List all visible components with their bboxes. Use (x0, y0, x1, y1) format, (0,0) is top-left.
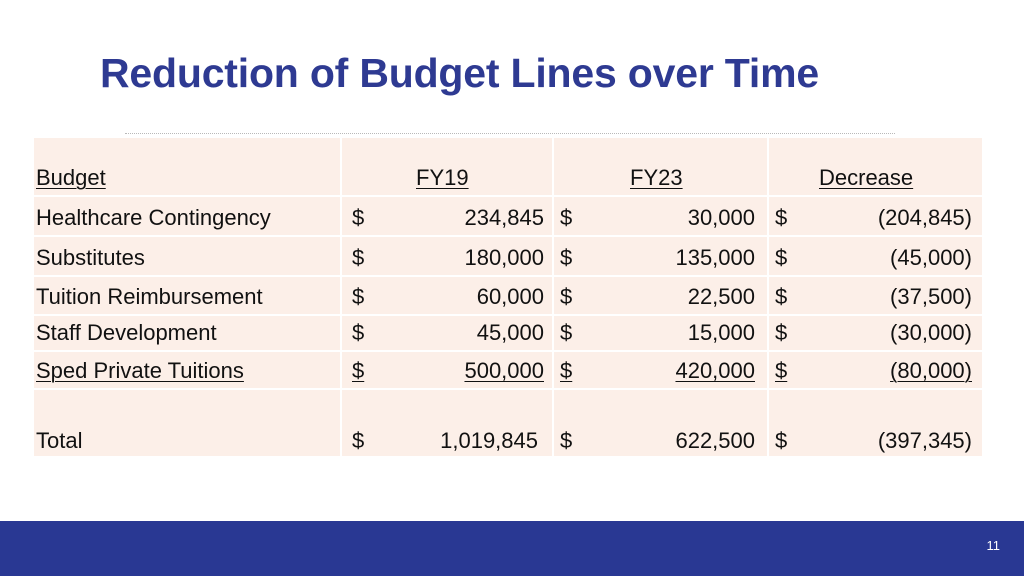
row-decrease-value: (204,845) (877, 205, 972, 230)
row-label: Staff Development (36, 320, 217, 345)
row-label: Sped Private Tuitions (36, 358, 244, 383)
header-cell-fy23 (554, 138, 767, 195)
slide-title: Reduction of Budget Lines over Time (100, 50, 819, 96)
row-fy23-cell (554, 352, 767, 388)
header-cell-fy19 (342, 138, 552, 195)
row-fy19-cell (342, 197, 552, 235)
header-cell-decrease (769, 138, 982, 195)
table-row (34, 237, 340, 275)
header-cell-budget (34, 138, 340, 195)
row-fy23-cell (554, 316, 767, 350)
table-row (34, 197, 340, 235)
header-budget: Budget (36, 165, 106, 190)
row-decrease-cell (769, 277, 982, 314)
row-fy19-cell (342, 277, 552, 314)
row-decrease-value: (30,000) (890, 320, 972, 345)
currency-symbol: $ (352, 245, 365, 270)
currency-symbol: $ (560, 284, 573, 309)
total-row (34, 390, 340, 456)
currency-symbol: $ (560, 205, 573, 230)
row-decrease-value: (80,000) (890, 358, 972, 383)
budget-table (34, 138, 982, 456)
total-fy23-value: 622,500 (675, 428, 755, 453)
currency-symbol: $ (775, 284, 788, 309)
row-decrease-cell (769, 237, 982, 275)
row-decrease-value: (45,000) (890, 245, 972, 270)
row-fy19-value: 234,845 (464, 205, 544, 230)
currency-symbol: $ (560, 428, 573, 453)
row-fy23-cell (554, 277, 767, 314)
title-divider (125, 133, 895, 134)
currency-symbol: $ (775, 245, 788, 270)
table-row (34, 352, 340, 388)
row-fy23-value: 135,000 (675, 245, 755, 270)
row-fy23-value: 15,000 (687, 320, 755, 345)
row-fy19-cell (342, 316, 552, 350)
header-decrease: Decrease (819, 165, 914, 190)
currency-symbol: $ (775, 428, 788, 453)
table-row (34, 316, 340, 350)
total-decrease-cell (769, 390, 982, 456)
total-fy19-cell (342, 390, 552, 456)
row-fy23-underlined (560, 358, 755, 384)
row-label: Tuition Reimbursement (36, 284, 263, 309)
row-decrease-cell (769, 197, 982, 235)
currency-symbol: $ (352, 320, 365, 345)
row-decrease-value: (37,500) (890, 284, 972, 309)
row-decrease-cell (769, 352, 982, 388)
row-fy23-value: 30,000 (687, 205, 755, 230)
total-fy19-value: 1,019,845 (440, 428, 538, 453)
currency-symbol: $ (775, 358, 788, 383)
row-fy19-value: 60,000 (476, 284, 544, 309)
row-fy19-value: 180,000 (464, 245, 544, 270)
currency-symbol: $ (352, 428, 365, 453)
currency-symbol: $ (560, 358, 573, 383)
currency-symbol: $ (352, 358, 365, 383)
currency-symbol: $ (560, 245, 573, 270)
page-number: 11 (986, 538, 1000, 553)
row-fy23-value: 22,500 (687, 284, 755, 309)
row-fy19-value: 45,000 (476, 320, 544, 345)
row-label: Healthcare Contingency (36, 205, 271, 230)
currency-symbol: $ (775, 320, 788, 345)
currency-symbol: $ (560, 320, 573, 345)
total-decrease-value: (397,345) (877, 428, 972, 453)
currency-symbol: $ (352, 205, 365, 230)
currency-symbol: $ (352, 284, 365, 309)
row-fy19-underlined (352, 358, 544, 384)
row-decrease-underlined (775, 358, 972, 384)
row-fy23-cell (554, 197, 767, 235)
row-decrease-cell (769, 316, 982, 350)
row-fy19-cell (342, 237, 552, 275)
header-fy19: FY19 (416, 165, 469, 190)
row-label: Substitutes (36, 245, 145, 270)
row-fy23-cell (554, 237, 767, 275)
total-fy23-cell (554, 390, 767, 456)
total-label: Total (36, 428, 83, 453)
currency-symbol: $ (775, 205, 788, 230)
row-fy19-cell (342, 352, 552, 388)
row-fy19-value: 500,000 (464, 358, 544, 383)
table-row (34, 277, 340, 314)
header-fy23: FY23 (630, 165, 683, 190)
row-fy23-value: 420,000 (675, 358, 755, 383)
footer-bar (0, 521, 1024, 576)
